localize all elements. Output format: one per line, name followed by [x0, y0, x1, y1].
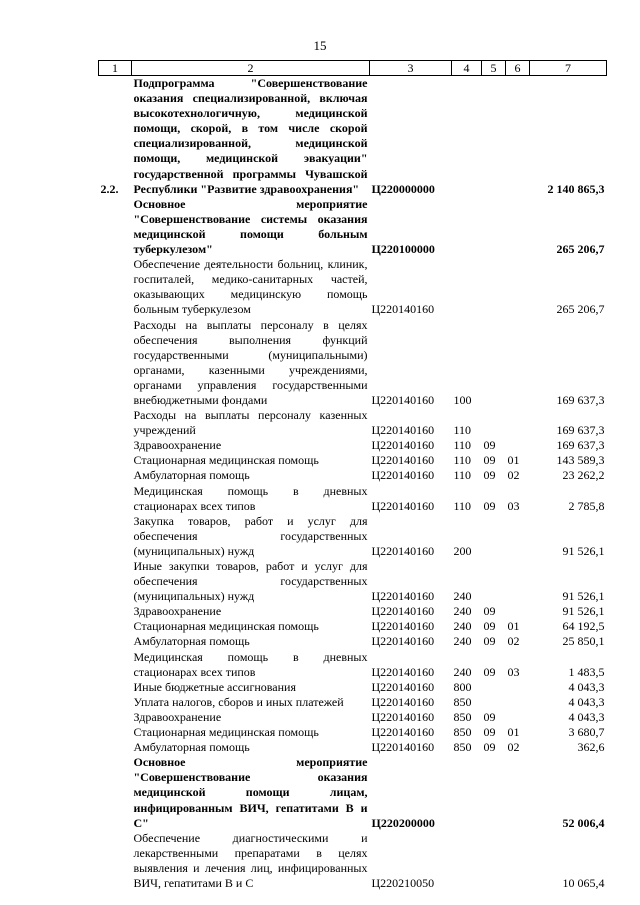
section-code-cell: 09: [483, 634, 496, 649]
row-number-cell: [99, 197, 132, 257]
row-number-cell: [99, 559, 132, 604]
target-code-cell: Ц220140160: [371, 392, 435, 407]
amount-cell: 64 192,5: [562, 619, 605, 634]
subsection-code-cell: [506, 438, 530, 453]
row-number-cell: [99, 438, 132, 453]
expense-type-cell: 240: [453, 619, 472, 634]
amount-cell: 4 043,3: [568, 679, 605, 694]
table-row: [99, 484, 607, 514]
expense-type-cell: 110: [453, 468, 472, 483]
column-header: 3: [370, 61, 452, 76]
column-header-row: [99, 61, 607, 76]
amount-cell: 362,6: [577, 740, 605, 755]
target-code-cell: Ц220100000: [371, 242, 435, 257]
row-number-cell: [99, 680, 132, 695]
table-row: [99, 740, 607, 755]
expense-type-cell: 110: [453, 453, 472, 468]
subsection-code-cell: [506, 710, 530, 725]
table-row: [99, 453, 607, 468]
row-number-cell: [99, 740, 132, 755]
row-number-cell: [99, 484, 132, 514]
row-name-cell: Иные закупки товаров, работ и услуг для обеспечения государственных (муниципальных) нужд: [133, 559, 368, 604]
section-code-cell: 09: [483, 468, 496, 483]
row-number-cell: [99, 710, 132, 725]
table-row: [99, 514, 607, 559]
target-code-cell: Ц220140160: [371, 498, 435, 513]
row-name-cell: Амбулаторная помощь: [133, 634, 250, 649]
expense-type-cell: 240: [453, 604, 472, 619]
target-code-cell: Ц220140160: [371, 302, 435, 317]
subsection-code-cell: [506, 514, 530, 559]
expense-type-cell: 110: [453, 498, 472, 513]
subsection-code-cell: 03: [507, 498, 520, 513]
column-header: 7: [530, 61, 607, 76]
target-code-cell: Ц220140160: [371, 453, 435, 468]
section-code-cell: [482, 76, 506, 197]
target-code-cell: Ц220140160: [371, 589, 435, 604]
row-name-cell: Медицинская помощь в дневных стационарах всех типов: [133, 649, 368, 679]
target-code-cell: Ц220140160: [371, 725, 435, 740]
section-code-cell: [482, 318, 506, 409]
subsection-code-cell: [506, 831, 530, 891]
target-code-cell: Ц220210050: [371, 875, 435, 890]
target-code-cell: Ц220200000: [371, 815, 435, 830]
amount-cell: 91 526,1: [562, 589, 605, 604]
row-name-cell: Расходы на выплаты персоналу в целях обеспечения выполнения функций государственными (муниципальными) органами, казенными учреждениями, органами управления государственными внебюджетными фондами: [133, 317, 368, 407]
section-code-cell: 09: [483, 498, 496, 513]
table-row: [99, 650, 607, 680]
table-row: [99, 695, 607, 710]
expense-type-cell: [452, 257, 482, 317]
expense-type-cell: 240: [453, 589, 472, 604]
expense-type-cell: 110: [453, 438, 472, 453]
section-code-cell: 09: [483, 619, 496, 634]
row-name-cell: Стационарная медицинская помощь: [133, 619, 319, 634]
amount-cell: 169 637,3: [556, 423, 605, 438]
section-code-cell: 09: [483, 664, 496, 679]
table-row: [99, 634, 607, 649]
row-name-cell: Стационарная медицинская помощь: [133, 453, 319, 468]
row-number-cell: 2.2.: [100, 181, 119, 196]
subsection-code-cell: [506, 257, 530, 317]
budget-table: [98, 60, 607, 891]
row-number-cell: [99, 695, 132, 710]
row-name-cell: Закупка товаров, работ и услуг для обеспечения государственных (муниципальных) нужд: [133, 513, 368, 558]
table-row: [99, 197, 607, 257]
row-number-cell: [99, 318, 132, 409]
target-code-cell: Ц220140160: [371, 634, 435, 649]
row-number-cell: [99, 831, 132, 891]
section-code-cell: 09: [483, 709, 496, 724]
amount-cell: 23 262,2: [562, 468, 605, 483]
row-name-cell: Здравоохранение: [133, 709, 222, 724]
amount-cell: 2 140 865,3: [547, 181, 605, 196]
amount-cell: 91 526,1: [562, 543, 605, 558]
table-row: [99, 257, 607, 317]
row-number-cell: [99, 650, 132, 680]
section-code-cell: [482, 514, 506, 559]
subsection-code-cell: 02: [507, 634, 520, 649]
table-row: [99, 559, 607, 604]
row-number-cell: [99, 408, 132, 438]
section-code-cell: [482, 257, 506, 317]
target-code-cell: Ц220140160: [371, 423, 435, 438]
amount-cell: 169 637,3: [556, 392, 605, 407]
row-name-cell: Основное мероприятие "Совершенствование системы оказания медицинской помощи больным туберкулезом": [133, 196, 368, 257]
table-row: [99, 438, 607, 453]
row-name-cell: Расходы на выплаты персоналу казенных учреждений: [133, 408, 368, 438]
column-header: 4: [452, 61, 482, 76]
amount-cell: 52 006,4: [562, 815, 605, 830]
amount-cell: 3 680,7: [568, 725, 605, 740]
row-number-cell: [99, 604, 132, 619]
subsection-code-cell: [506, 559, 530, 604]
subsection-code-cell: 01: [507, 619, 520, 634]
row-number-cell: [99, 725, 132, 740]
target-code-cell: Ц220140160: [371, 438, 435, 453]
target-code-cell: Ц220140160: [371, 543, 435, 558]
target-code-cell: Ц220140160: [371, 740, 435, 755]
row-name-cell: Уплата налогов, сборов и иных платежей: [133, 694, 344, 709]
expense-type-cell: 800: [453, 679, 472, 694]
row-number-cell: [99, 453, 132, 468]
section-code-cell: [482, 695, 506, 710]
target-code-cell: Ц220140160: [371, 664, 435, 679]
expense-type-cell: 200: [453, 543, 472, 558]
target-code-cell: Ц220140160: [371, 604, 435, 619]
row-name-cell: Медицинская помощь в дневных стационарах всех типов: [133, 483, 368, 513]
expense-type-cell: 850: [453, 694, 472, 709]
expense-type-cell: 240: [453, 664, 472, 679]
section-code-cell: [482, 831, 506, 891]
section-code-cell: 09: [483, 604, 496, 619]
table-row: [99, 755, 607, 830]
subsection-code-cell: [506, 680, 530, 695]
budget-table-body: [99, 76, 607, 892]
row-name-cell: Обеспечение диагностическими и лекарственными препаратами в целях выявления и лечения лиц, инфицированных ВИЧ, гепатитами В и С: [133, 830, 368, 890]
column-header: 2: [132, 61, 370, 76]
row-name-cell: Амбулаторная помощь: [133, 740, 250, 755]
section-code-cell: 09: [483, 438, 496, 453]
page-number: 15: [313, 38, 327, 53]
table-row: [99, 604, 607, 619]
table-row: [99, 468, 607, 483]
row-number-cell: [99, 257, 132, 317]
expense-type-cell: [452, 831, 482, 891]
row-name-cell: Здравоохранение: [133, 438, 222, 453]
expense-type-cell: 110: [453, 423, 472, 438]
row-name-cell: Обеспечение деятельности больниц, клиник, госпиталей, медико-санитарных частей, оказывающих медицинскую помощь больным туберкулезом: [133, 257, 368, 317]
subsection-code-cell: [506, 76, 530, 197]
subsection-code-cell: [506, 197, 530, 257]
expense-type-cell: 850: [453, 740, 472, 755]
section-code-cell: 09: [483, 725, 496, 740]
amount-cell: 2 785,8: [568, 498, 605, 513]
amount-cell: 169 637,3: [556, 438, 605, 453]
table-row: [99, 710, 607, 725]
amount-cell: 4 043,3: [568, 709, 605, 724]
amount-cell: 4 043,3: [568, 694, 605, 709]
column-header: 5: [482, 61, 506, 76]
section-code-cell: [482, 755, 506, 830]
amount-cell: 1 483,5: [568, 664, 605, 679]
expense-type-cell: [452, 76, 482, 197]
column-header: 1: [99, 61, 132, 76]
target-code-cell: Ц220140160: [371, 679, 435, 694]
target-code-cell: Ц220140160: [371, 694, 435, 709]
target-code-cell: Ц220140160: [371, 709, 435, 724]
subsection-code-cell: [506, 408, 530, 438]
target-code-cell: Ц220140160: [371, 468, 435, 483]
expense-type-cell: [452, 197, 482, 257]
subsection-code-cell: 03: [507, 664, 520, 679]
subsection-code-cell: 01: [507, 725, 520, 740]
expense-type-cell: 850: [453, 725, 472, 740]
row-number-cell: [99, 619, 132, 634]
column-header: 6: [506, 61, 530, 76]
row-number-cell: [99, 634, 132, 649]
subsection-code-cell: 01: [507, 453, 520, 468]
row-name-cell: Стационарная медицинская помощь: [133, 725, 319, 740]
subsection-code-cell: [506, 695, 530, 710]
subsection-code-cell: 02: [507, 468, 520, 483]
amount-cell: 25 850,1: [562, 634, 605, 649]
section-code-cell: 09: [483, 453, 496, 468]
subsection-code-cell: 02: [507, 740, 520, 755]
row-name-cell: Основное мероприятие "Совершенствование оказания медицинской помощи лицам, инфицированным ВИЧ, гепатитами В и С": [133, 755, 368, 830]
amount-cell: 10 065,4: [562, 875, 605, 890]
section-code-cell: [482, 680, 506, 695]
section-code-cell: [482, 408, 506, 438]
amount-cell: 143 589,3: [556, 453, 605, 468]
table-row: [99, 318, 607, 409]
subsection-code-cell: [506, 604, 530, 619]
subsection-code-cell: [506, 755, 530, 830]
section-code-cell: [482, 197, 506, 257]
section-code-cell: [482, 559, 506, 604]
table-row: [99, 831, 607, 891]
row-number-cell: [99, 755, 132, 830]
row-name-cell: Подпрограмма "Совершенствование оказания специализированной, включая высокотехнологичную, медицинской помощи, скорой, в том числе скорой специализированной, медицинской помощи, медицинской эвакуации" государственной программы Чувашской Республики "Развитие здравоохранения": [133, 76, 368, 196]
expense-type-cell: 240: [453, 634, 472, 649]
table-row: [99, 680, 607, 695]
table-row: [99, 408, 607, 438]
section-code-cell: 09: [483, 740, 496, 755]
expense-type-cell: [452, 755, 482, 830]
subsection-code-cell: [506, 318, 530, 409]
amount-cell: 91 526,1: [562, 604, 605, 619]
amount-cell: 265 206,7: [556, 302, 605, 317]
expense-type-cell: 850: [453, 709, 472, 724]
table-row: [99, 619, 607, 634]
row-number-cell: [99, 468, 132, 483]
amount-cell: 265 206,7: [556, 242, 605, 257]
row-number-cell: [99, 514, 132, 559]
target-code-cell: Ц220140160: [371, 619, 435, 634]
table-row: [99, 725, 607, 740]
row-name-cell: Иные бюджетные ассигнования: [133, 679, 296, 694]
row-name-cell: Здравоохранение: [133, 604, 222, 619]
row-name-cell: Амбулаторная помощь: [133, 468, 250, 483]
target-code-cell: Ц220000000: [371, 181, 435, 196]
table-row: [99, 76, 607, 197]
expense-type-cell: 100: [453, 392, 472, 407]
